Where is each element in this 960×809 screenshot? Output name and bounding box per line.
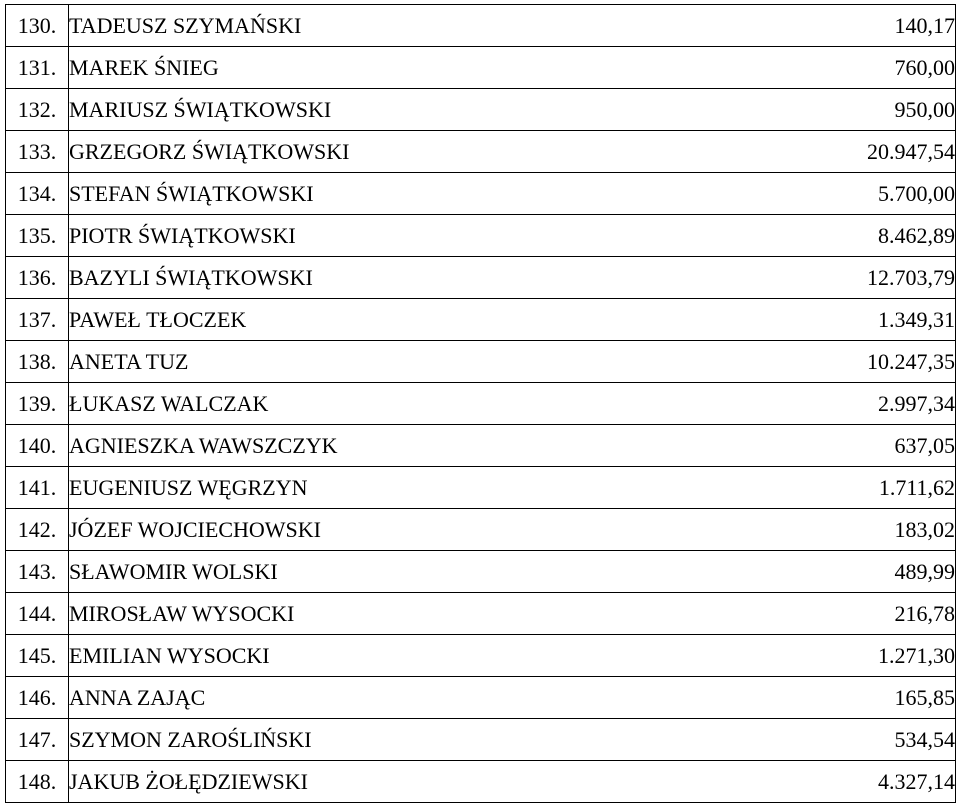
row-number: 140. xyxy=(6,425,69,467)
amount-value: 5.700,00 xyxy=(479,173,956,215)
person-name: SŁAWOMIR WOLSKI xyxy=(69,551,480,593)
table-row xyxy=(6,467,956,509)
person-name: MAREK ŚNIEG xyxy=(69,47,480,89)
person-name: TADEUSZ SZYMAŃSKI xyxy=(69,5,480,47)
person-name: AGNIESZKA WAWSZCZYK xyxy=(69,425,480,467)
person-name: SZYMON ZAROŚLIŃSKI xyxy=(69,719,480,761)
amount-value: 216,78 xyxy=(479,593,956,635)
table-body xyxy=(6,5,956,803)
table-row xyxy=(6,299,956,341)
person-name: EUGENIUSZ WĘGRZYN xyxy=(69,467,480,509)
row-number: 147. xyxy=(6,719,69,761)
table-row xyxy=(6,341,956,383)
amount-value: 1.711,62 xyxy=(479,467,956,509)
table-row xyxy=(6,89,956,131)
amount-value: 12.703,79 xyxy=(479,257,956,299)
amount-value: 637,05 xyxy=(479,425,956,467)
amount-value: 20.947,54 xyxy=(479,131,956,173)
amount-value: 8.462,89 xyxy=(479,215,956,257)
row-number: 132. xyxy=(6,89,69,131)
person-name: EMILIAN WYSOCKI xyxy=(69,635,480,677)
amount-value: 1.271,30 xyxy=(479,635,956,677)
table-row xyxy=(6,677,956,719)
person-name: MARIUSZ ŚWIĄTKOWSKI xyxy=(69,89,480,131)
table-row xyxy=(6,635,956,677)
row-number: 144. xyxy=(6,593,69,635)
table-row xyxy=(6,131,956,173)
person-name: STEFAN ŚWIĄTKOWSKI xyxy=(69,173,480,215)
amount-value: 1.349,31 xyxy=(479,299,956,341)
amount-value: 534,54 xyxy=(479,719,956,761)
row-number: 136. xyxy=(6,257,69,299)
amount-value: 183,02 xyxy=(479,509,956,551)
row-number: 131. xyxy=(6,47,69,89)
row-number: 135. xyxy=(6,215,69,257)
person-name: PIOTR ŚWIĄTKOWSKI xyxy=(69,215,480,257)
table-row xyxy=(6,383,956,425)
person-name: ŁUKASZ WALCZAK xyxy=(69,383,480,425)
row-number: 138. xyxy=(6,341,69,383)
table-row xyxy=(6,257,956,299)
table-row xyxy=(6,719,956,761)
amount-value: 165,85 xyxy=(479,677,956,719)
amount-value: 140,17 xyxy=(479,5,956,47)
table-row xyxy=(6,425,956,467)
row-number: 139. xyxy=(6,383,69,425)
table-row xyxy=(6,215,956,257)
person-name: JAKUB ŻOŁĘDZIEWSKI xyxy=(69,761,480,803)
row-number: 143. xyxy=(6,551,69,593)
person-name: GRZEGORZ ŚWIĄTKOWSKI xyxy=(69,131,480,173)
row-number: 141. xyxy=(6,467,69,509)
table-row xyxy=(6,551,956,593)
amount-value: 489,99 xyxy=(479,551,956,593)
person-name: MIROSŁAW WYSOCKI xyxy=(69,593,480,635)
row-number: 145. xyxy=(6,635,69,677)
row-number: 130. xyxy=(6,5,69,47)
table-row xyxy=(6,593,956,635)
table-row xyxy=(6,173,956,215)
beneficiary-table xyxy=(5,4,956,803)
amount-value: 950,00 xyxy=(479,89,956,131)
row-number: 137. xyxy=(6,299,69,341)
row-number: 142. xyxy=(6,509,69,551)
table-row xyxy=(6,47,956,89)
amount-value: 4.327,14 xyxy=(479,761,956,803)
row-number: 146. xyxy=(6,677,69,719)
table-row xyxy=(6,5,956,47)
person-name: BAZYLI ŚWIĄTKOWSKI xyxy=(69,257,480,299)
person-name: PAWEŁ TŁOCZEK xyxy=(69,299,480,341)
person-name: JÓZEF WOJCIECHOWSKI xyxy=(69,509,480,551)
amount-value: 760,00 xyxy=(479,47,956,89)
amount-value: 2.997,34 xyxy=(479,383,956,425)
row-number: 148. xyxy=(6,761,69,803)
row-number: 134. xyxy=(6,173,69,215)
person-name: ANNA ZAJĄC xyxy=(69,677,480,719)
table-row xyxy=(6,761,956,803)
row-number: 133. xyxy=(6,131,69,173)
amount-value: 10.247,35 xyxy=(479,341,956,383)
person-name: ANETA TUZ xyxy=(69,341,480,383)
table-row xyxy=(6,509,956,551)
